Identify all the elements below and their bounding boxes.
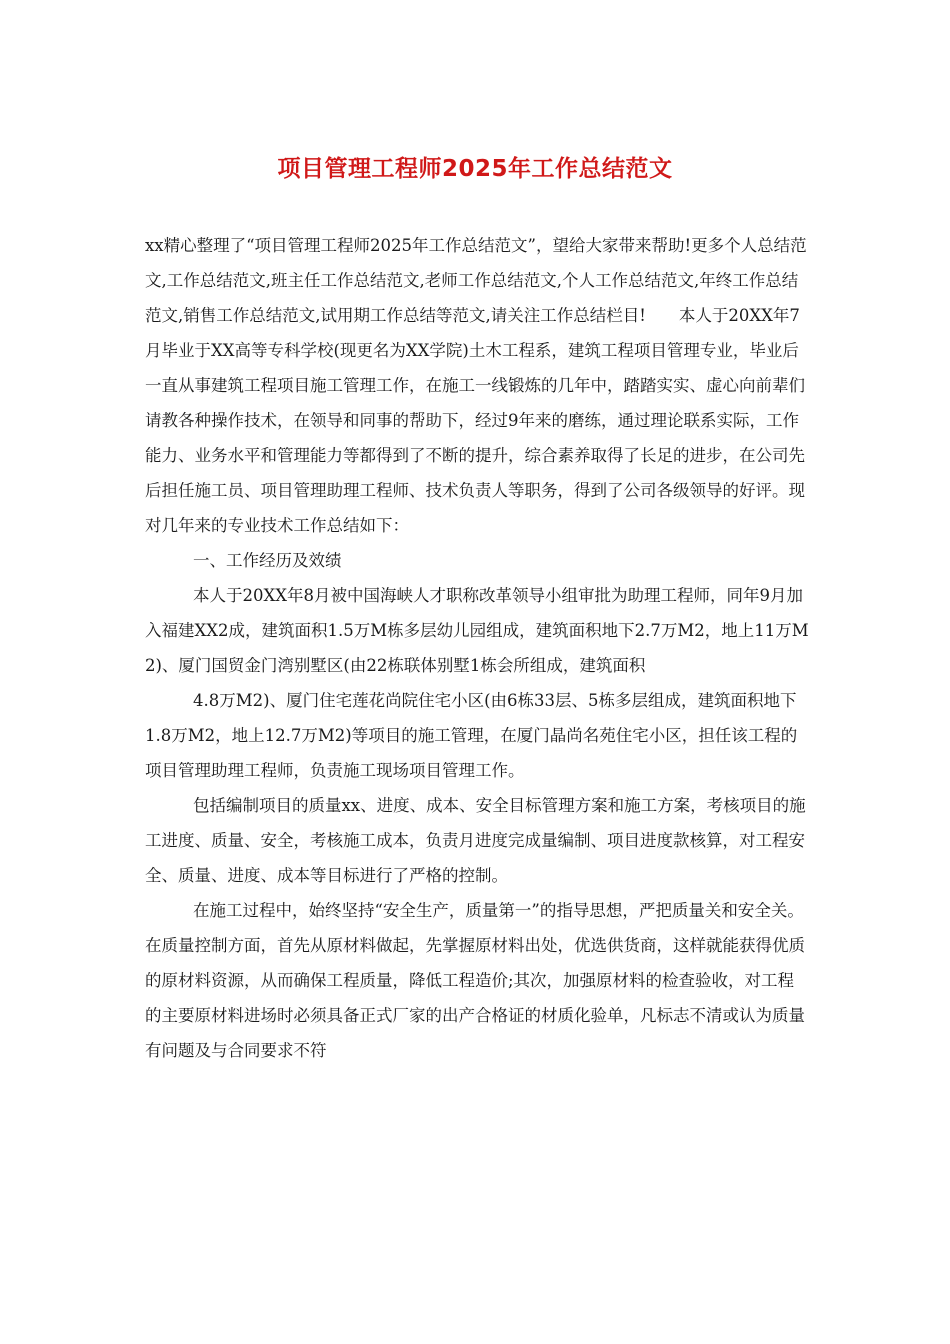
document-title: 项目管理工程师2025年工作总结范文 xyxy=(277,156,673,182)
paragraph: 包括编制项目的质量xx、进度、成本、安全目标管理方案和施工方案，考核项目的施工进度、质量、安全，考核施工成本，负责月进度完成量编制、项目进度款核算，对工程安全、质量、进度、成本等目标进行了严格的控制。 xyxy=(145,796,806,885)
document-body xyxy=(145,228,810,1068)
paragraph: 4.8万M2)、厦门住宅莲花尚院住宅小区(由6栋33层、5栋多层组成，建筑面积地下1.8万M2，地上12.7万M2)等项目的施工管理，在厦门晶尚名苑住宅小区，担任该工程的项目管理助理工程师，负责施工现场项目管理工作。 xyxy=(145,691,798,780)
section-heading: 一、工作经历及效绩 xyxy=(193,551,342,570)
paragraph: 本人于20XX年8月被中国海峡人才职称改革领导小组审批为助理工程师，同年9月加入福建XX2成，建筑面积1.5万M栋多层幼儿园组成，建筑面积地下2.7万M2，地上11万M2)、厦门国贸金门湾别墅区(由22栋联体别墅1栋会所组成，建筑面积 xyxy=(145,586,809,675)
paragraph-intro: xx精心整理了“项目管理工程师2025年工作总结范文”，望给大家带来帮助!更多个人总结范文,工作总结范文,班主任工作总结范文,老师工作总结范文,个人工作总结范文,年终工作总结范文,销售工作总结范文,试用期工作总结等范文,请关注工作总结栏目! 本人于20XX年7月毕业于XX高等专科学校(现更名为XX学院)土木工程系，建筑工程项目管理专业，毕业后一直从事建筑工程项目施工管理工作，在施工一线锻炼的几年中，踏踏实实、虚心向前辈们请教各种操作技术，在领导和同事的帮助下，经过9年来的磨练，通过理论联系实际，工作能力、业务水平和管理能力等都得到了不断的提升，综合素养取得了长足的进步，在公司先后担任施工员、项目管理助理工程师、技术负责人等职务，得到了公司各级领导的好评。现对几年来的专业技术工作总结如下： xyxy=(145,236,807,535)
paragraph: 在施工过程中，始终坚持“安全生产，质量第一”的指导思想，严把质量关和安全关。在质量控制方面，首先从原材料做起，先掌握原材料出处，优选供货商，这样就能获得优质的原材料资源，从而确保工程质量，降低工程造价;其次，加强原材料的检查验收，对工程的主要原材料进场时必须具备正式厂家的出产合格证的材质化验单，凡标志不清或认为质量有问题及与合同要求不符 xyxy=(145,901,805,1060)
